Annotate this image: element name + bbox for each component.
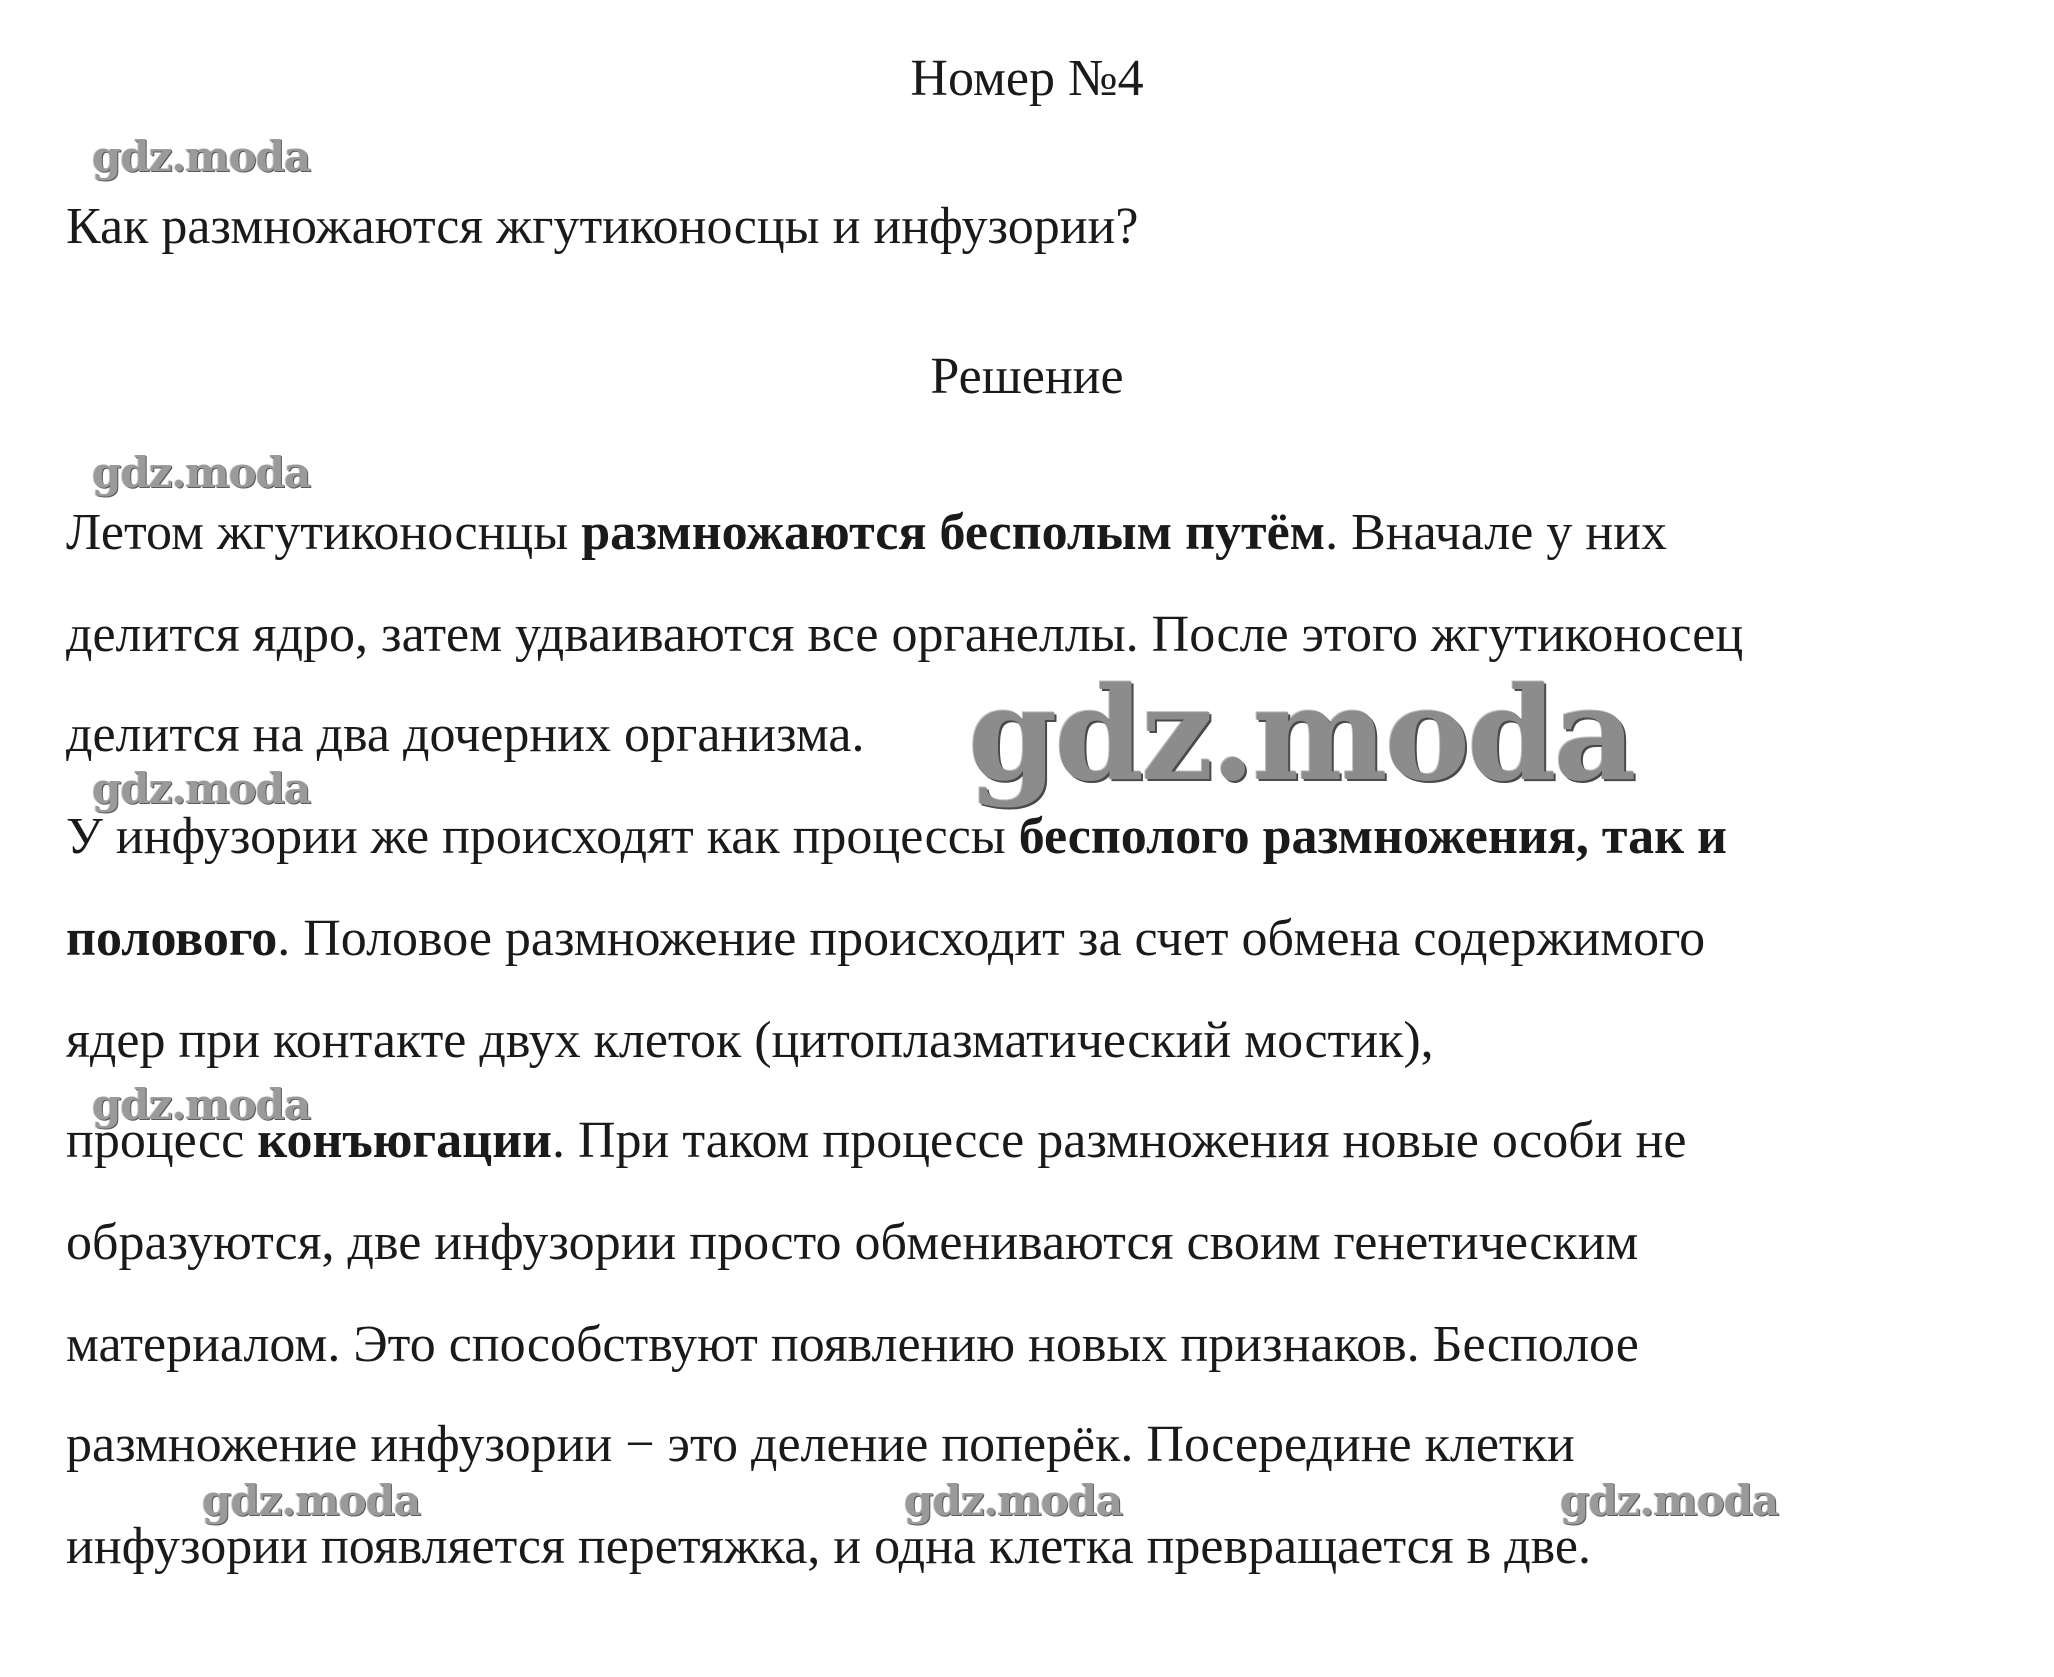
solution-line	[66, 1110, 1686, 1172]
solution-line	[66, 1314, 1639, 1376]
watermark-logo: gdz.moda	[92, 1080, 311, 1129]
text-run: процесс	[66, 1112, 258, 1169]
solution-line	[66, 1516, 1591, 1578]
solution-heading: Решение	[930, 348, 1124, 405]
solution-line	[66, 502, 1667, 564]
solution-line	[66, 1212, 1638, 1274]
text-run: материалом. Это способствуют появлению новых признаков. Бесполое	[66, 1316, 1639, 1373]
text-run: размножение инфузории − это деление поперёк. Посередине клетки	[66, 1416, 1575, 1473]
solution-line	[66, 806, 1727, 868]
bold-text-run: размножаются бесполым путём	[581, 504, 1326, 561]
bold-text-run: конъюгации	[257, 1112, 552, 1169]
solution-line	[66, 1414, 1575, 1476]
bold-text-run: бесполого размножения, так и	[1018, 808, 1728, 865]
watermark-logo: gdz.moda	[92, 132, 311, 181]
text-run: образуются, две инфузории просто обмениваются своим генетическим	[66, 1214, 1639, 1271]
bold-text-run: полового	[66, 910, 278, 967]
watermark-logo: gdz.moda	[92, 448, 311, 497]
watermark-logo-large: gdz.moda	[968, 660, 1634, 810]
text-run: делится на два дочерних организма.	[66, 706, 865, 763]
text-run: делится ядро, затем удваиваются все органеллы. После этого жгутиконосец	[66, 606, 1744, 663]
text-run: . Вначале у них	[1325, 504, 1667, 561]
text-run: ядер при контакте двух клеток (цитоплазматический мостик),	[66, 1012, 1434, 1069]
solution-line	[66, 604, 1743, 666]
text-run: Летом жгутиконоснцы	[66, 504, 582, 561]
text-run: . При таком процессе размножения новые особи не	[552, 1112, 1687, 1169]
text-run: . Половое размножение происходит за счет обмена содержимого	[277, 910, 1706, 967]
watermark-logo: gdz.moda	[904, 1476, 1123, 1525]
text-run: У инфузории же происходят как процессы	[66, 808, 1019, 865]
text-run: инфузории появляется перетяжка, и одна клетка превращается в две.	[66, 1518, 1592, 1575]
solution-line	[66, 704, 864, 766]
watermark-logo: gdz.moda	[92, 764, 311, 813]
question-text: Как размножаются жгутиконосцы и инфузории?	[66, 198, 1139, 255]
watermark-logo: gdz.moda	[1560, 1476, 1779, 1525]
watermark-logo: gdz.moda	[202, 1476, 421, 1525]
page-title: Номер №4	[910, 50, 1144, 107]
solution-line	[66, 908, 1705, 970]
solution-line	[66, 1010, 1434, 1072]
